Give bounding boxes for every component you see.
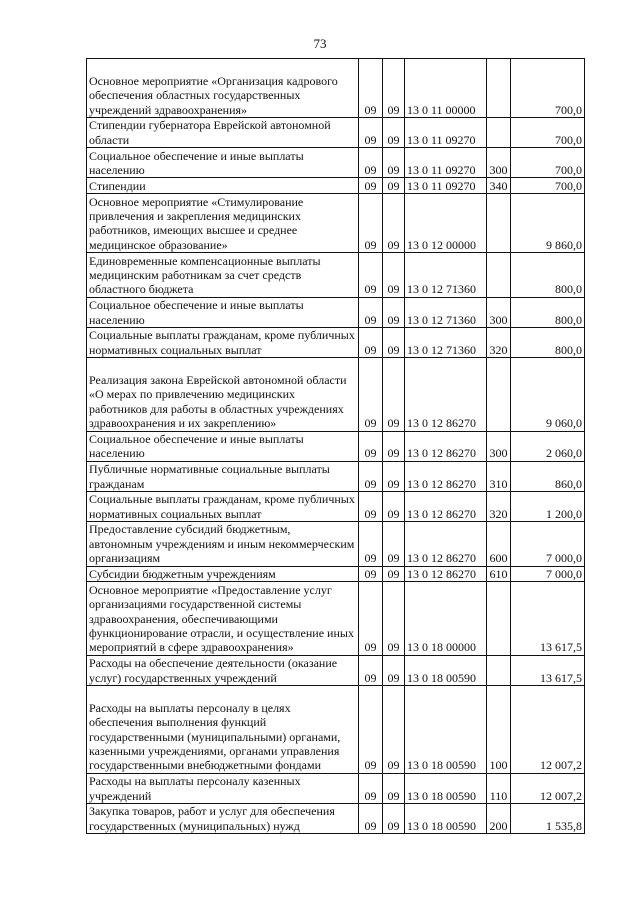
row-name-cell: Социальное обеспечение и иные выплаты населению bbox=[87, 431, 359, 461]
row-amount-cell: 860,0 bbox=[511, 461, 585, 491]
row-section-cell: 09 bbox=[359, 582, 383, 655]
table-row bbox=[87, 686, 585, 774]
row-target-article-cell: 13 0 12 86270 bbox=[405, 522, 487, 567]
row-expense-type-cell: 300 bbox=[487, 297, 511, 327]
row-subsection-cell: 09 bbox=[383, 327, 405, 357]
table-row bbox=[87, 297, 585, 327]
row-target-article-cell: 13 0 18 00000 bbox=[405, 582, 487, 655]
row-subsection-cell: 09 bbox=[383, 118, 405, 148]
row-target-article-cell: 13 0 12 86270 bbox=[405, 461, 487, 491]
row-name-cell: Реализация закона Еврейской автономной области «О мерах по привлечению медицинских работников для работы в областных учреждениях здравоохранения и их закреплению» bbox=[87, 358, 359, 431]
row-name-cell: Социальные выплаты гражданам, кроме публичных нормативных социальных выплат bbox=[87, 491, 359, 521]
table-row bbox=[87, 655, 585, 685]
row-expense-type-cell: 310 bbox=[487, 461, 511, 491]
row-target-article-cell: 13 0 12 86270 bbox=[405, 431, 487, 461]
row-section-cell: 09 bbox=[359, 253, 383, 298]
table-row bbox=[87, 773, 585, 803]
row-subsection-cell: 09 bbox=[383, 148, 405, 178]
row-subsection-cell: 09 bbox=[383, 804, 405, 834]
row-expense-type-cell: 100 bbox=[487, 686, 511, 774]
row-section-cell: 09 bbox=[359, 566, 383, 582]
row-subsection-cell: 09 bbox=[383, 773, 405, 803]
row-expense-type-cell: 600 bbox=[487, 522, 511, 567]
row-name-cell: Закупка товаров, работ и услуг для обеспечения государственных (муниципальных) нужд bbox=[87, 804, 359, 834]
row-name-cell: Социальное обеспечение и иные выплаты населению bbox=[87, 148, 359, 178]
row-amount-cell: 9 860,0 bbox=[511, 194, 585, 253]
row-subsection-cell: 09 bbox=[383, 522, 405, 567]
row-section-cell: 09 bbox=[359, 773, 383, 803]
row-name-cell: Социальное обеспечение и иные выплаты населению bbox=[87, 297, 359, 327]
row-expense-type-cell bbox=[487, 655, 511, 685]
row-section-cell: 09 bbox=[359, 686, 383, 774]
table-row bbox=[87, 461, 585, 491]
row-subsection-cell: 09 bbox=[383, 194, 405, 253]
row-amount-cell: 7 000,0 bbox=[511, 566, 585, 582]
row-target-article-cell: 13 0 12 71360 bbox=[405, 253, 487, 298]
row-section-cell: 09 bbox=[359, 327, 383, 357]
row-subsection-cell: 09 bbox=[383, 59, 405, 118]
row-amount-cell: 800,0 bbox=[511, 327, 585, 357]
row-subsection-cell: 09 bbox=[383, 253, 405, 298]
row-amount-cell: 700,0 bbox=[511, 59, 585, 118]
row-amount-cell: 13 617,5 bbox=[511, 582, 585, 655]
row-expense-type-cell: 610 bbox=[487, 566, 511, 582]
row-name-cell: Основное мероприятие «Предоставление услуг организациями государственной системы здравоохранения, обеспечивающими функционирование отрасли, и осуществление иных мероприятий в сфере здравоохранения» bbox=[87, 582, 359, 655]
table-row bbox=[87, 522, 585, 567]
row-section-cell: 09 bbox=[359, 194, 383, 253]
row-expense-type-cell bbox=[487, 358, 511, 431]
row-target-article-cell: 13 0 12 86270 bbox=[405, 358, 487, 431]
row-name-cell: Стипендии bbox=[87, 178, 359, 194]
row-amount-cell: 700,0 bbox=[511, 118, 585, 148]
row-amount-cell: 1 535,8 bbox=[511, 804, 585, 834]
row-section-cell: 09 bbox=[359, 804, 383, 834]
table-row bbox=[87, 491, 585, 521]
row-name-cell: Субсидии бюджетным учреждениям bbox=[87, 566, 359, 582]
table-row bbox=[87, 566, 585, 582]
row-expense-type-cell: 110 bbox=[487, 773, 511, 803]
row-target-article-cell: 13 0 12 71360 bbox=[405, 327, 487, 357]
row-expense-type-cell: 320 bbox=[487, 327, 511, 357]
table-row bbox=[87, 148, 585, 178]
row-amount-cell: 700,0 bbox=[511, 148, 585, 178]
row-name-cell: Основное мероприятие «Стимулирование привлечения и закрепления медицинских работников, имеющих высшее и среднее медицинское образование» bbox=[87, 194, 359, 253]
table-row bbox=[87, 358, 585, 431]
row-section-cell: 09 bbox=[359, 522, 383, 567]
row-subsection-cell: 09 bbox=[383, 655, 405, 685]
row-subsection-cell: 09 bbox=[383, 491, 405, 521]
row-target-article-cell: 13 0 12 86270 bbox=[405, 566, 487, 582]
table-row bbox=[87, 431, 585, 461]
row-section-cell: 09 bbox=[359, 491, 383, 521]
row-target-article-cell: 13 0 11 09270 bbox=[405, 118, 487, 148]
table-row bbox=[87, 327, 585, 357]
table-row bbox=[87, 582, 585, 655]
page-number: 73 bbox=[313, 36, 327, 51]
row-amount-cell: 2 060,0 bbox=[511, 431, 585, 461]
row-name-cell: Расходы на выплаты персоналу казенных учреждений bbox=[87, 773, 359, 803]
row-expense-type-cell: 340 bbox=[487, 178, 511, 194]
row-section-cell: 09 bbox=[359, 148, 383, 178]
row-expense-type-cell bbox=[487, 582, 511, 655]
row-expense-type-cell bbox=[487, 253, 511, 298]
row-amount-cell: 800,0 bbox=[511, 297, 585, 327]
row-amount-cell: 800,0 bbox=[511, 253, 585, 298]
table-row bbox=[87, 178, 585, 194]
row-section-cell: 09 bbox=[359, 178, 383, 194]
row-target-article-cell: 13 0 11 00000 bbox=[405, 59, 487, 118]
row-subsection-cell: 09 bbox=[383, 431, 405, 461]
row-amount-cell: 700,0 bbox=[511, 178, 585, 194]
row-name-cell: Основное мероприятие «Организация кадрового обеспечения областных государственных учреждений здравоохранения» bbox=[87, 59, 359, 118]
row-subsection-cell: 09 bbox=[383, 178, 405, 194]
row-target-article-cell: 13 0 11 09270 bbox=[405, 178, 487, 194]
row-expense-type-cell: 320 bbox=[487, 491, 511, 521]
table-row bbox=[87, 804, 585, 834]
row-section-cell: 09 bbox=[359, 59, 383, 118]
row-amount-cell: 12 007,2 bbox=[511, 686, 585, 774]
row-name-cell: Предоставление субсидий бюджетным, автономным учреждениям и иным некоммерческим организациям bbox=[87, 522, 359, 567]
row-expense-type-cell bbox=[487, 194, 511, 253]
row-amount-cell: 13 617,5 bbox=[511, 655, 585, 685]
row-target-article-cell: 13 0 12 00000 bbox=[405, 194, 487, 253]
row-subsection-cell: 09 bbox=[383, 566, 405, 582]
row-target-article-cell: 13 0 18 00590 bbox=[405, 773, 487, 803]
row-expense-type-cell: 300 bbox=[487, 148, 511, 178]
row-amount-cell: 7 000,0 bbox=[511, 522, 585, 567]
row-subsection-cell: 09 bbox=[383, 686, 405, 774]
row-name-cell: Единовременные компенсационные выплаты медицинским работникам за счет средств областного бюджета bbox=[87, 253, 359, 298]
row-section-cell: 09 bbox=[359, 358, 383, 431]
row-target-article-cell: 13 0 11 09270 bbox=[405, 148, 487, 178]
row-section-cell: 09 bbox=[359, 461, 383, 491]
row-subsection-cell: 09 bbox=[383, 582, 405, 655]
row-name-cell: Расходы на обеспечение деятельности (оказание услуг) государственных учреждений bbox=[87, 655, 359, 685]
row-section-cell: 09 bbox=[359, 297, 383, 327]
row-name-cell: Расходы на выплаты персоналу в целях обеспечения выполнения функций государственными (муниципальными) органами, казенными учреждениями, органами управления государственными внебюджетными фондами bbox=[87, 686, 359, 774]
row-target-article-cell: 13 0 18 00590 bbox=[405, 804, 487, 834]
row-target-article-cell: 13 0 18 00590 bbox=[405, 655, 487, 685]
row-section-cell: 09 bbox=[359, 431, 383, 461]
table-row bbox=[87, 118, 585, 148]
row-amount-cell: 1 200,0 bbox=[511, 491, 585, 521]
row-target-article-cell: 13 0 12 71360 bbox=[405, 297, 487, 327]
row-name-cell: Социальные выплаты гражданам, кроме публичных нормативных социальных выплат bbox=[87, 327, 359, 357]
table-row bbox=[87, 194, 585, 253]
row-subsection-cell: 09 bbox=[383, 297, 405, 327]
row-section-cell: 09 bbox=[359, 655, 383, 685]
table-row bbox=[87, 59, 585, 118]
row-expense-type-cell bbox=[487, 59, 511, 118]
row-name-cell: Стипендии губернатора Еврейской автономной области bbox=[87, 118, 359, 148]
row-name-cell: Публичные нормативные социальные выплаты гражданам bbox=[87, 461, 359, 491]
row-amount-cell: 9 060,0 bbox=[511, 358, 585, 431]
table-row bbox=[87, 253, 585, 298]
row-expense-type-cell: 300 bbox=[487, 431, 511, 461]
row-subsection-cell: 09 bbox=[383, 461, 405, 491]
budget-table-body bbox=[87, 59, 585, 834]
row-target-article-cell: 13 0 18 00590 bbox=[405, 686, 487, 774]
row-amount-cell: 12 007,2 bbox=[511, 773, 585, 803]
row-target-article-cell: 13 0 12 86270 bbox=[405, 491, 487, 521]
budget-table bbox=[86, 58, 585, 834]
row-section-cell: 09 bbox=[359, 118, 383, 148]
row-expense-type-cell: 200 bbox=[487, 804, 511, 834]
row-expense-type-cell bbox=[487, 118, 511, 148]
row-subsection-cell: 09 bbox=[383, 358, 405, 431]
